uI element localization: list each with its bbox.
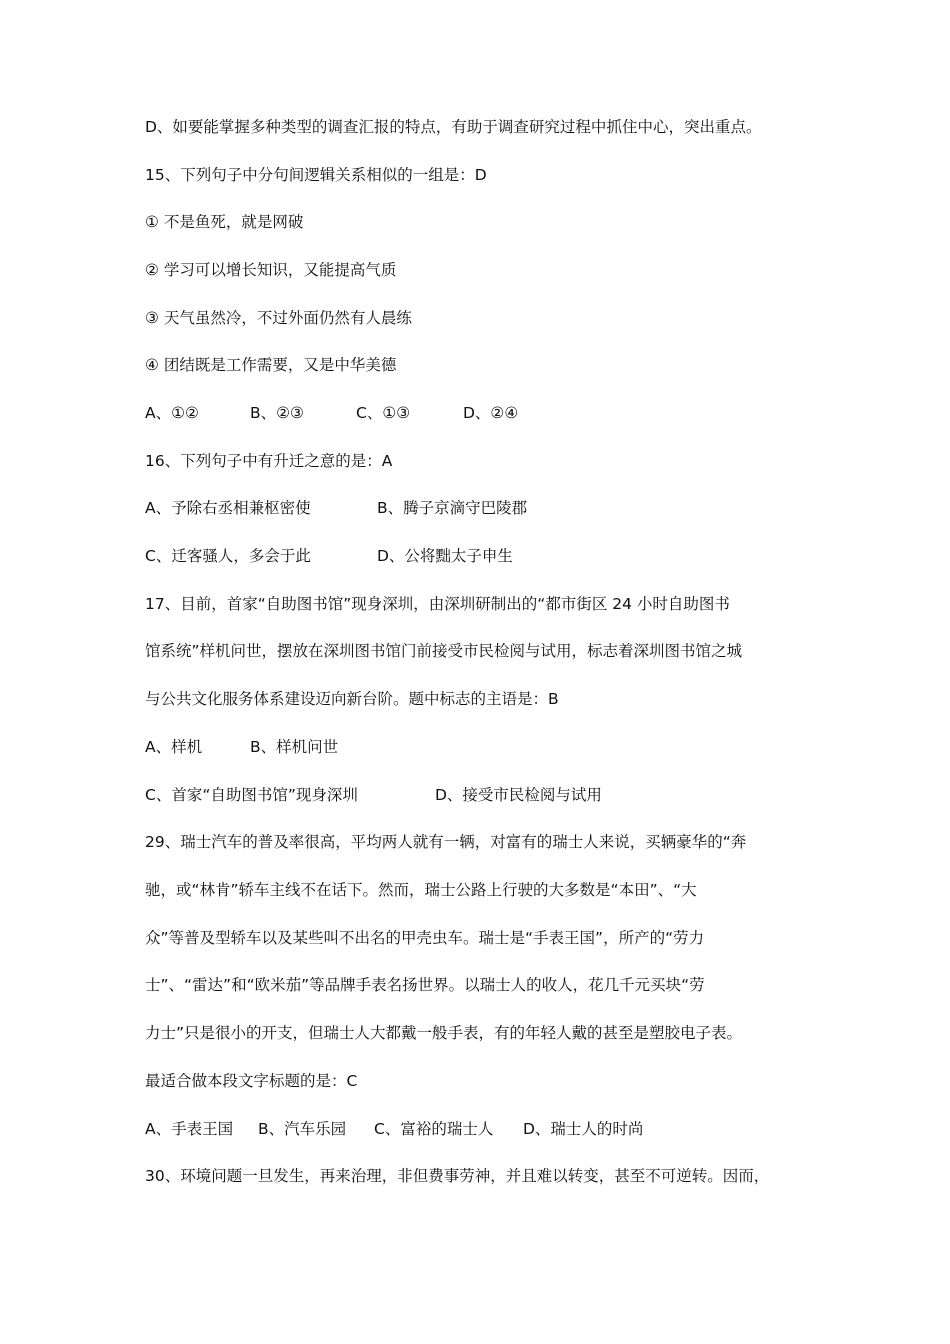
question-17-stem-line-3: 与公共文化服务体系建设迈向新台阶。题中标志的主语是：B xyxy=(145,690,559,708)
question-29-stem-line-2: 驰，或“林肯”轿车主线不在话下。然而，瑞士公路上行驶的大多数是“本田”、“大 xyxy=(145,881,697,899)
question-29-stem-line-3: 众”等普及型轿车以及某些叫不出名的甲壳虫车。瑞士是“手表王国”，所产的“劳力 xyxy=(145,929,705,947)
q29-option-b: B、汽车乐园 xyxy=(258,1120,347,1138)
q15-option-a: A、①② xyxy=(145,404,199,422)
q29-option-d: D、瑞士人的时尚 xyxy=(523,1120,644,1138)
question-30-stem-line-1: 30、环境问题一旦发生，再来治理，非但费事劳神，并且难以转变，甚至不可逆转。因而， xyxy=(145,1167,770,1185)
question-29-stem-line-5: 力士”只是很小的开支，但瑞士人大都戴一般手表，有的年轻人戴的甚至是塑胶电子表。 xyxy=(145,1024,743,1042)
q29-option-c: C、富裕的瑞士人 xyxy=(374,1120,494,1138)
question-15-item-1: ① 不是鱼死，就是网破 xyxy=(145,213,304,231)
q15-option-b: B、②③ xyxy=(250,404,304,422)
question-29-prompt: 最适合做本段文字标题的是：C xyxy=(145,1072,358,1090)
question-29-stem-line-4: 士”、“雷达”和“欧米茄”等品牌手表名扬世界。以瑞士人的收人，花几千元买块“劳 xyxy=(145,976,705,994)
q15-option-c: C、①③ xyxy=(356,404,411,422)
question-15-item-3: ③ 天气虽然冷，不过外面仍然有人晨练 xyxy=(145,309,412,327)
q16-option-a: A、予除右丞相兼枢密使 xyxy=(145,499,311,517)
q16-option-b: B、腾子京滴守巴陵郡 xyxy=(377,499,528,517)
q17-option-d: D、接受市民检阅与试用 xyxy=(435,786,602,804)
question-15-stem: 15、下列句子中分句间逻辑关系相似的一组是：D xyxy=(145,166,487,184)
question-15-item-2: ② 学习可以增长知识，又能提高气质 xyxy=(145,261,397,279)
question-29-stem-line-1: 29、瑞士汽车的普及率很高，平均两人就有一辆，对富有的瑞士人来说，买辆豪华的“奔 xyxy=(145,833,747,851)
q17-option-a: A、样机 xyxy=(145,738,203,756)
q29-option-a: A、手表王国 xyxy=(145,1120,234,1138)
question-16-stem: 16、下列句子中有升迁之意的是：A xyxy=(145,452,393,470)
question-15-item-4: ④ 团结既是工作需要，又是中华美德 xyxy=(145,356,397,374)
q16-option-c: C、迁客骚人，多会于此 xyxy=(145,547,311,565)
q17-option-b: B、样机问世 xyxy=(250,738,339,756)
q17-option-c: C、首家“自助图书馆”现身深圳 xyxy=(145,786,358,804)
question-17-stem-line-2: 馆系统”样机问世，摆放在深圳图书馆门前接受市民检阅与试用，标志着深圳图书馆之城 xyxy=(145,642,743,660)
text-line-option-d: D、如要能掌握多种类型的调查汇报的特点，有助于调查研究过程中抓住中心，突出重点。 xyxy=(145,118,762,136)
q15-option-d: D、②④ xyxy=(463,404,519,422)
q16-option-d: D、公将黜太子申生 xyxy=(377,547,513,565)
question-17-stem-line-1: 17、目前，首家“自助图书馆”现身深圳，由深圳研制出的“都市街区 24 小时自助图书 xyxy=(145,595,730,613)
